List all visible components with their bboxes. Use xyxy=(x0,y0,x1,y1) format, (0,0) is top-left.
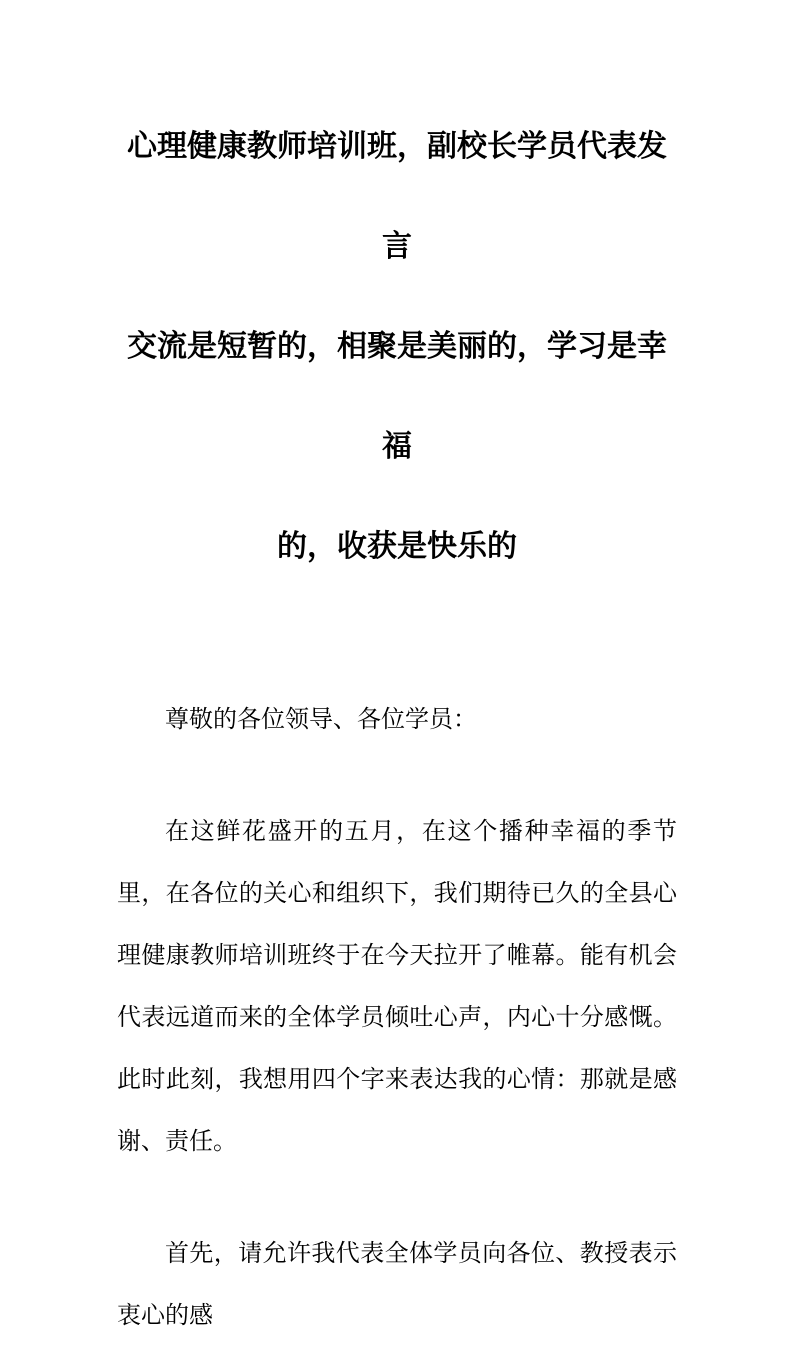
document-title xyxy=(117,97,677,597)
title-line-3: 的，收获是快乐的 xyxy=(277,529,517,564)
body-paragraph-2: 首先，请允许我代表全体学员向各位、教授表示衷心的感 xyxy=(117,1239,677,1329)
body-paragraph-1: 在这鲜花盛开的五月，在这个播种幸福的季节里，在各位的关心和组织下，我们期待已久的全县心理健康教师培训班终于在今天拉开了帷幕。能有机会代表远道而来的全体学员倾吐心声，内心十分感慨。此时此刻，我想用四个字来表达我的心情：那就是感谢、责任。 xyxy=(117,817,677,1155)
greeting-line: 尊敬的各位领导、各位学员： xyxy=(165,705,477,733)
title-line-1: 心理健康教师培训班，副校长学员代表发言 xyxy=(127,129,667,264)
title-line-2: 交流是短暂的，相聚是美丽的，学习是幸福 xyxy=(127,329,667,464)
